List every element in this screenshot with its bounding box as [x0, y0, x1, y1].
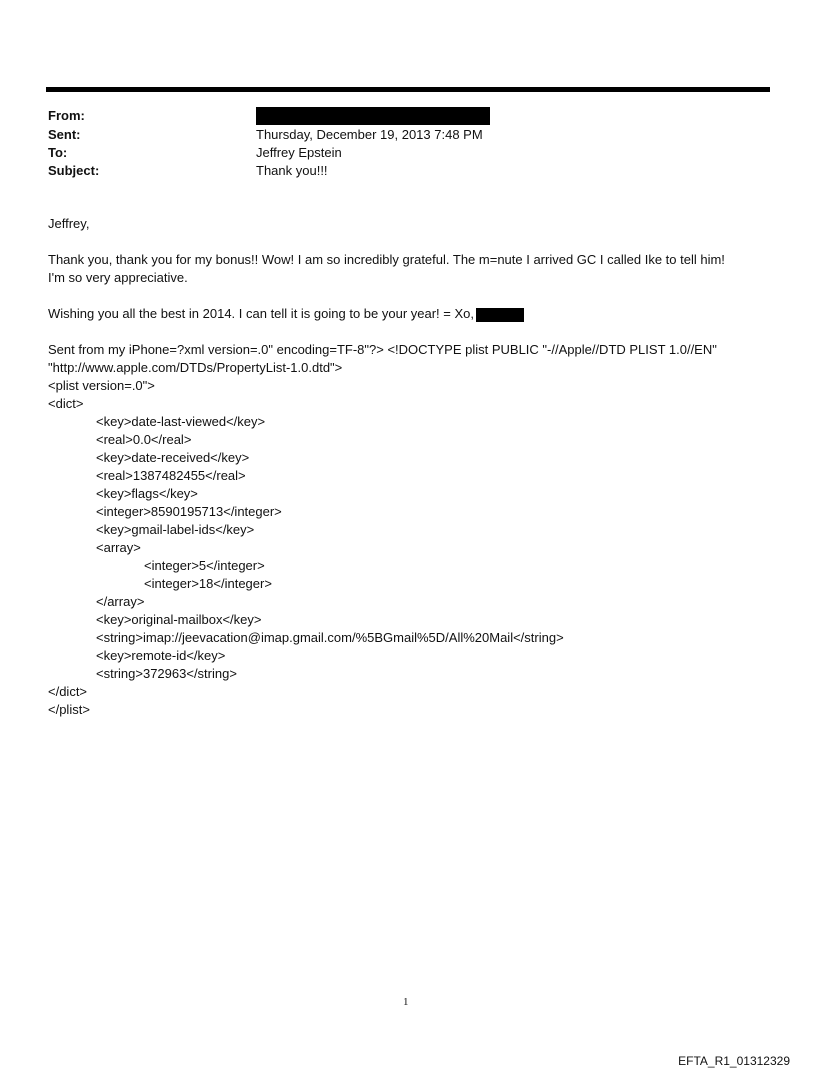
para2-line [48, 305, 524, 323]
subject-label: Subject: [48, 163, 100, 178]
sig-line2: "http://www.apple.com/DTDs/PropertyList-1.0.dtd"> [48, 360, 343, 375]
plist-array-item: <integer>5</integer> [144, 558, 265, 573]
top-rule [46, 87, 770, 92]
plist-key-original-mailbox: <key>original-mailbox</key> [96, 612, 262, 627]
plist-close: </plist> [48, 702, 90, 717]
from-label: From: [48, 108, 85, 123]
plist-array-close: </array> [96, 594, 145, 609]
to-value: Jeffrey Epstein [256, 145, 342, 160]
para1-line1: Thank you, thank you for my bonus!! Wow! I am so incredibly grateful. The m=nute I arrived GC I called Ike to tell him! [48, 252, 725, 267]
plist-key-date-received: <key>date-received</key> [96, 450, 250, 465]
document-id: EFTA_R1_01312329 [678, 1054, 790, 1068]
plist-array-item: <integer>18</integer> [144, 576, 272, 591]
plist-key-remote-id: <key>remote-id</key> [96, 648, 226, 663]
para1-line2: I'm so very appreciative. [48, 270, 188, 285]
plist-value-original-mailbox: <string>imap://jeevacation@imap.gmail.com/%5BGmail%5D/All%20Mail</string> [96, 630, 564, 645]
to-label: To: [48, 145, 68, 160]
plist-open: <plist version=.0"> [48, 378, 155, 393]
dict-open: <dict> [48, 396, 84, 411]
from-redaction [256, 106, 490, 125]
sent-label: Sent: [48, 127, 81, 142]
plist-key-flags: <key>flags</key> [96, 486, 198, 501]
plist-value-flags: <integer>8590195713</integer> [96, 504, 282, 519]
para2-text: Wishing you all the best in 2014. I can tell it is going to be your year! = Xo, [48, 306, 474, 321]
sent-value: Thursday, December 19, 2013 7:48 PM [256, 127, 483, 142]
dict-close: </dict> [48, 684, 88, 699]
signature-redaction [476, 308, 524, 322]
plist-key-date-last-viewed: <key>date-last-viewed</key> [96, 414, 266, 429]
plist-array-open: <array> [96, 540, 141, 555]
page-number: 1 [403, 996, 409, 1008]
subject-value: Thank you!!! [256, 163, 328, 178]
plist-value-date-received: <real>1387482455</real> [96, 468, 246, 483]
plist-value-real: <real>0.0</real> [96, 432, 192, 447]
plist-value-remote-id: <string>372963</string> [96, 666, 237, 681]
plist-key-gmail-label-ids: <key>gmail-label-ids</key> [96, 522, 255, 537]
sig-line1: Sent from my iPhone=?xml version=.0" encoding=TF-8"?> <!DOCTYPE plist PUBLIC "-//Apple//DTD PLIST 1.0//EN" [48, 342, 717, 357]
greeting: Jeffrey, [48, 216, 90, 231]
